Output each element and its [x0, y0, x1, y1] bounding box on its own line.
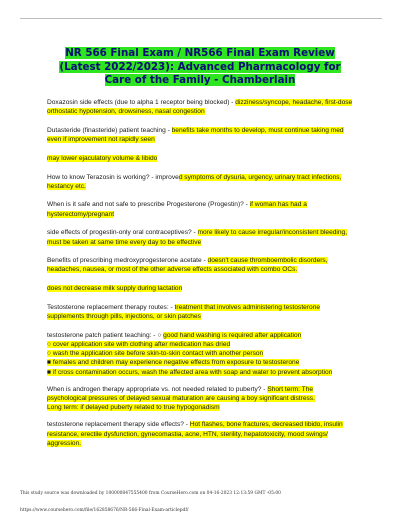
qa-item-puberty — [47, 385, 353, 413]
answer: if woman has had a hysterectomy/pregnant — [47, 201, 307, 218]
answer-line: ■ if cross contamination occurs, wash the affected area with soap and water to prevent absorption — [47, 368, 333, 376]
qa-item — [47, 154, 353, 163]
answer-long-term: Long term: if delayed puberty related to true hypogonadism — [47, 404, 220, 412]
source-url-link[interactable]: https://www.coursehero.com/file/162858676/NR-566-Final-Exam-articlepdf/ — [20, 508, 189, 513]
question: testosterone patch patient teaching: - ○ — [47, 331, 164, 339]
qa-item — [47, 200, 353, 218]
qa-item — [47, 98, 353, 116]
answer: Hot flashes, bone fractures, decreased libido, insulin resistance, erectile dysfunction, gynecomastia, acne, HTN, sterility, hepatotoxicity, mood swings/ aggression. — [47, 421, 343, 447]
question: Testosterone replacement therapy routes: - — [47, 303, 175, 311]
answer: treatment that involves administering testosterone supplements through pills, injections, or skin patches — [47, 303, 321, 321]
qa-item — [47, 256, 353, 274]
answer-short-term: Short term: The psychological pressures of delayed sexual maturation are causing a boy significant distress. — [47, 385, 315, 402]
question: side effects of progestin-only oral contraceptives? - — [47, 229, 198, 237]
question: Benefits of prescribing medroxyprogesterone acetate - — [47, 257, 208, 265]
qa-item-patch — [47, 331, 353, 377]
question: testosterone replacement therapy side effects? - — [47, 421, 190, 429]
question: When is androgen therapy appropriate vs. not needed related to puberty? - — [47, 385, 268, 393]
qa-item-side-effects — [47, 420, 353, 448]
question: When is it safe and not safe to prescribe Progesterone (Progestin)? - — [47, 201, 250, 209]
answer: does not decrease milk supply during lactation — [47, 285, 183, 293]
answer: may lower ejaculatory volume & libido — [47, 154, 158, 162]
question: How to know Terazosin is working? - improve — [47, 173, 179, 181]
answer: benefits take months to develop, must continue taking med even if improvement not rapidly seen — [47, 126, 344, 144]
question: Doxazosin side effects (due to alpha 1 receptor being blocked) - — [47, 99, 236, 106]
answer: more likely to cause irregular/inconsistent bleeding, must be taken at same time every day to be effective — [47, 229, 348, 246]
top-divider — [20, 18, 382, 19]
document-title-text: NR 566 Final Exam / NR566 Final Exam Review (Latest 2022/2023): Advanced Pharmacology for Care of the Family - Chamberlain — [59, 47, 341, 87]
qa-item — [47, 173, 353, 191]
qa-list — [47, 98, 353, 457]
qa-item — [47, 284, 353, 293]
answer-line: ■ females and children may experience negative effects from exposure to testosterone — [47, 359, 300, 367]
qa-item — [47, 126, 353, 144]
answer: doesn't cause thromboembolic disorders, headaches, nausea, or most of the other adverse effects associated with combo OCs. — [47, 257, 328, 274]
download-notice: This study source was downloaded by 100000847555400 from CourseHero.com on 04-16-2023 12:13:59 GMT -05:00 — [20, 491, 281, 496]
answer: dizziness/syncope, headache, first-dose orthostatic hypotension, drowsiness, nasal congestion — [47, 99, 353, 116]
answer-line: ○ wash the application site before skin-to-skin contact with another person — [47, 350, 264, 358]
question: Dutasteride (finasteride) patient teaching - — [47, 126, 172, 134]
document-title — [46, 47, 354, 88]
answer-line: ○ cover application site with clothing after medication has dried — [47, 340, 231, 348]
qa-item — [47, 303, 353, 321]
answer-line: good hand washing is required after application — [163, 331, 302, 339]
qa-item — [47, 228, 353, 246]
answer: d symptoms of dysuria, urgency, urinary tract infections, hestancy etc. — [47, 173, 342, 190]
